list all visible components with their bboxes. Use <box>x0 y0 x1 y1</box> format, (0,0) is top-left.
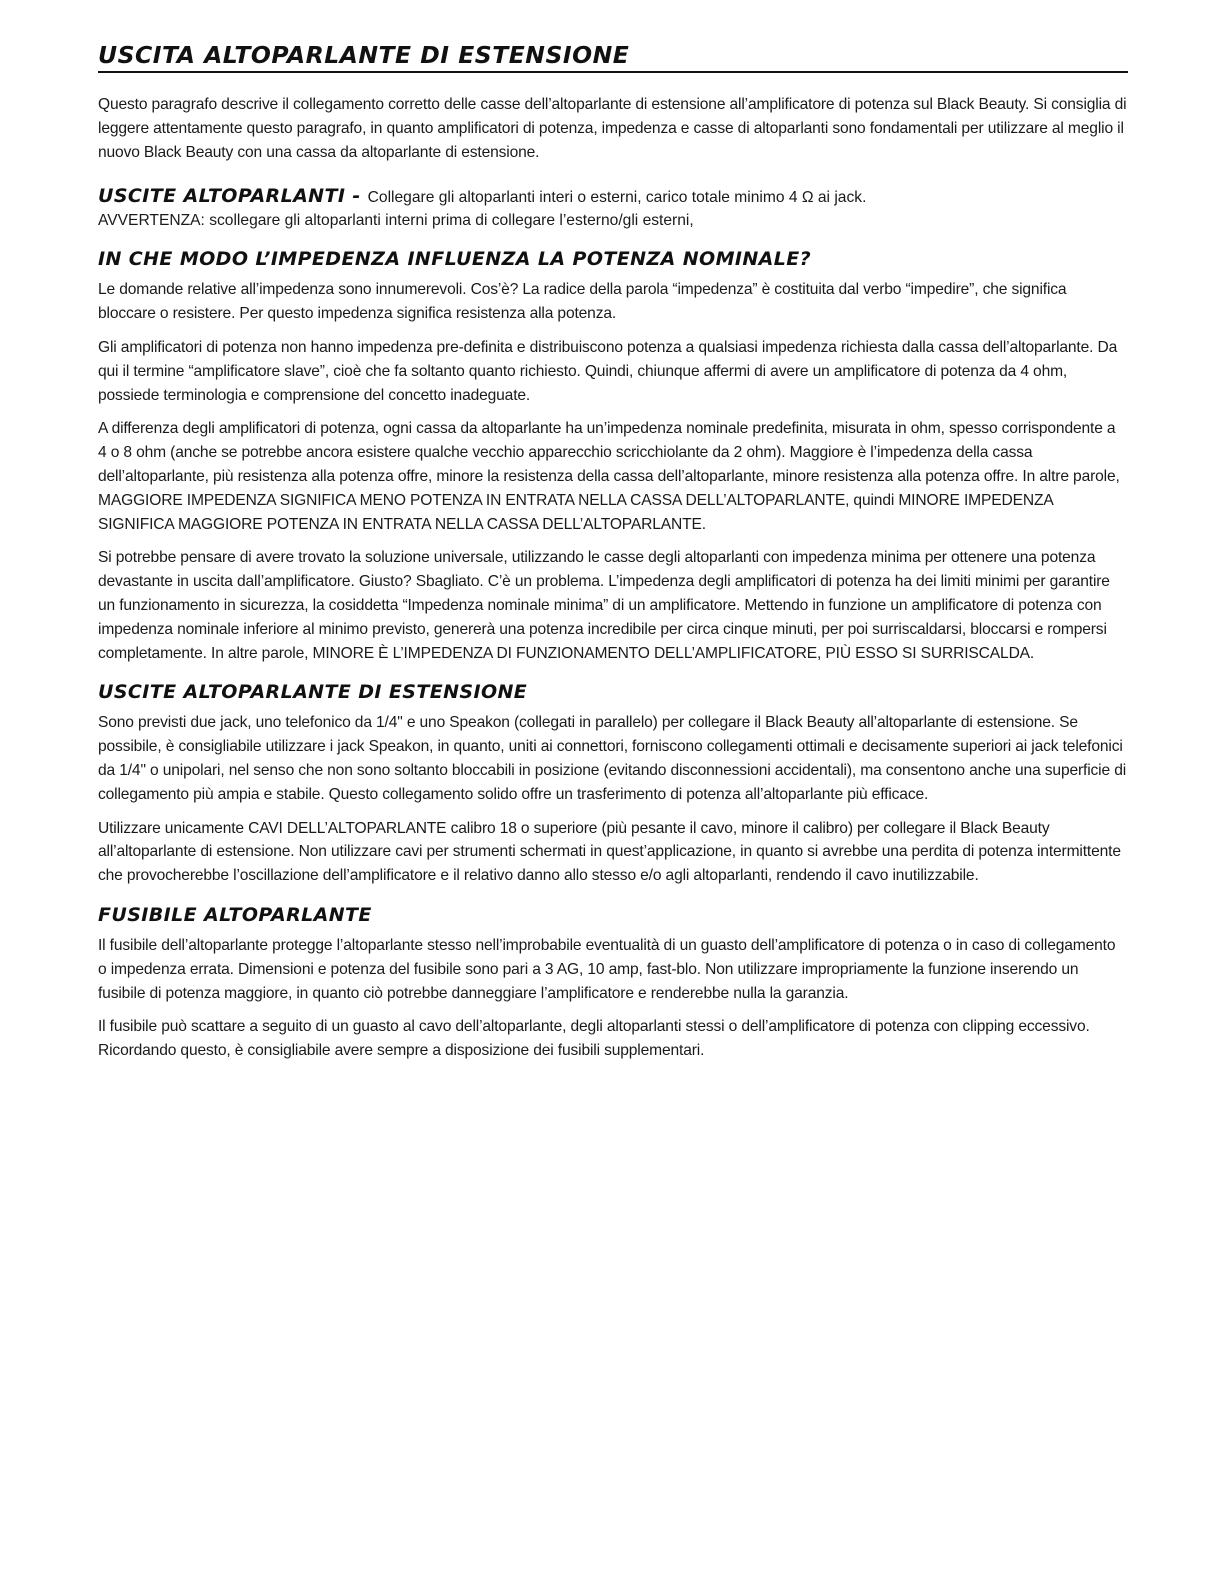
speaker-fuse-paragraph: Il fusibile dell’altoparlante protegge l’altoparlante stesso nell’improbabile eventualità di un guasto dell’amplificatore di potenza o in caso di collegamento o impedenza errata. Dimensioni e potenza del fusibile sono pari a 3 AG, 10 amp, fast-blo. Non utilizzare impropriamente la funzione inserendo un fusibile di potenza maggiore, in quanto ciò potrebbe danneggiare l’amplificatore e renderebbe nulla la garanzia. <box>98 936 1116 1002</box>
impedance-paragraph: A differenza degli amplificatori di potenza, ogni cassa da altoparlante ha un’impedenza nominale predefinita, misurata in ohm, spesso corrispondente a 4 o 8 ohm (anche se potrebbe ancora esistere qualche vecchio apparecchio scricchiolante da 2 ohm). Maggiore è l’impedenza della cassa dell’altoparlante, più resistenza alla potenza offre, minore la resistenza della cassa dell’altoparlante, minore resistenza alla potenza offre. In altre parole, MAGGIORE IMPEDENZA SIGNIFICA MENO POTENZA IN ENTRATA NELLA CASSA DELL’ALTOPARLANTE, quindi MINORE IMPEDENZA SIGNIFICA MAGGIORE POTENZA IN ENTRATA NELLA CASSA DELL’ALTOPARLANTE. <box>98 420 1120 533</box>
speaker-outputs-heading: USCITE ALTOPARLANTI - <box>98 185 368 208</box>
impedance-paragraph: Si potrebbe pensare di avere trovato la soluzione universale, utilizzando le casse degli altoparlanti con impedenza minima per ottenere una potenza devastante in uscita dall’amplificatore. Giusto? Sbagliato. C’è un problema. L’impedenza degli amplificatori di potenza ha dei limiti minimi per garantire un funzionamento in sicurezza, la cosiddetta “Impedenza nominale minima” di un amplificatore. Mettendo in funzione un amplificatore di potenza con impedenza nominale inferiore al minimo previsto, genererà una potenza incredibile per circa cinque minuti, per poi surriscaldarsi, bloccarsi e rompersi completamente. In altre parole, MINORE È L’IMPEDENZA DI FUNZIONAMENTO DELL’AMPLIFICATORE, PIÙ ESSO SI SURRISCALDA. <box>98 549 1110 662</box>
title-underline <box>98 71 1128 73</box>
speaker-fuse-heading: FUSIBILE ALTOPARLANTE <box>98 903 372 926</box>
speaker-outputs-warning: AVVERTENZA: scollegare gli altoparlanti interni prima di collegare l’esterno/gli esterni, <box>98 212 694 230</box>
extension-outputs-heading: USCITE ALTOPARLANTE DI ESTENSIONE <box>98 681 528 704</box>
impedance-section <box>98 246 1128 665</box>
speaker-fuse-paragraph: Il fusibile può scattare a seguito di un guasto al cavo dell’altoparlante, degli altoparlanti stessi o dell’amplificatore di potenza con clipping eccessivo. Ricordando questo, è consigliabile avere sempre a disposizione dei fusibili supplementari. <box>98 1018 1090 1060</box>
impedance-paragraph: Gli amplificatori di potenza non hanno impedenza pre-definita e distribuiscono potenza a qualsiasi impedenza richiesta dalla cassa dell’altoparlante. Da qui il termine “amplificatore slave”, cioè che fa soltanto quanto richiesto. Quindi, chiunque affermi di avere un amplificatore di potenza da 4 ohm, possiede terminologia e comprensione del concetto inadeguate. <box>98 338 1118 404</box>
speaker-fuse-section <box>98 902 1128 1063</box>
page-title: USCITA ALTOPARLANTE DI ESTENSIONE <box>98 41 630 69</box>
speaker-outputs-block <box>98 184 1128 232</box>
extension-outputs-paragraph: Utilizzare unicamente CAVI DELL’ALTOPARLANTE calibro 18 o superiore (più pesante il cavo, minore il calibro) per collegare il Black Beauty all’altoparlante di estensione. Non utilizzare cavi per strumenti schermati in quest’applicazione, in quanto si avrebbe una perdita di potenza intermittente che provocherebbe l’oscillazione dell’amplificatore e il relativo danno allo stesso e/o agli altoparlanti, rendendo il cavo inutilizzabile. <box>98 819 1121 885</box>
extension-outputs-paragraph: Sono previsti due jack, uno telefonico da 1/4" e uno Speakon (collegati in parallelo) per collegare il Black Beauty all’altoparlante di estensione. Se possibile, è consigliabile utilizzare i jack Speakon, in quanto, uniti ai connettori, forniscono collegamenti ottimali e decisamente superiori ai jack telefonici da 1/4" o unipolari, nel senso che non sono soltanto bloccabili in posizione (evitando disconnessioni accidentali), ma consentono anche una superficie di collegamento più ampia e stabile. Questo collegamento solido offre un trasferimento di potenza all’altoparlante più efficace. <box>98 714 1127 803</box>
speaker-outputs-line <box>98 184 1128 210</box>
document-page <box>98 40 1128 1073</box>
impedance-paragraph: Le domande relative all’impedenza sono innumerevoli. Cos’è? La radice della parola “impedenza” è costituita dal verbo “impedire”, che significa bloccare o resistere. Per questo impedenza significa resistenza alla potenza. <box>98 281 1067 323</box>
intro-paragraph: Questo paragrafo descrive il collegamento corretto delle casse dell’altoparlante di estensione all’amplificatore di potenza sul Black Beauty. Si consiglia di leggere attentamente questo paragrafo, in quanto amplificatori di potenza, impedenza e casse di altoparlanti sono fondamentali per utilizzare al meglio il nuovo Black Beauty con una cassa da altoparlante di estensione. <box>98 96 1127 161</box>
extension-outputs-section <box>98 679 1128 888</box>
impedance-heading: IN CHE MODO L’IMPEDENZA INFLUENZA LA POTENZA NOMINALE? <box>98 248 812 271</box>
speaker-outputs-text: Collegare gli altoparlanti interi o esterni, carico totale minimo 4 Ω ai jack. <box>367 189 867 207</box>
